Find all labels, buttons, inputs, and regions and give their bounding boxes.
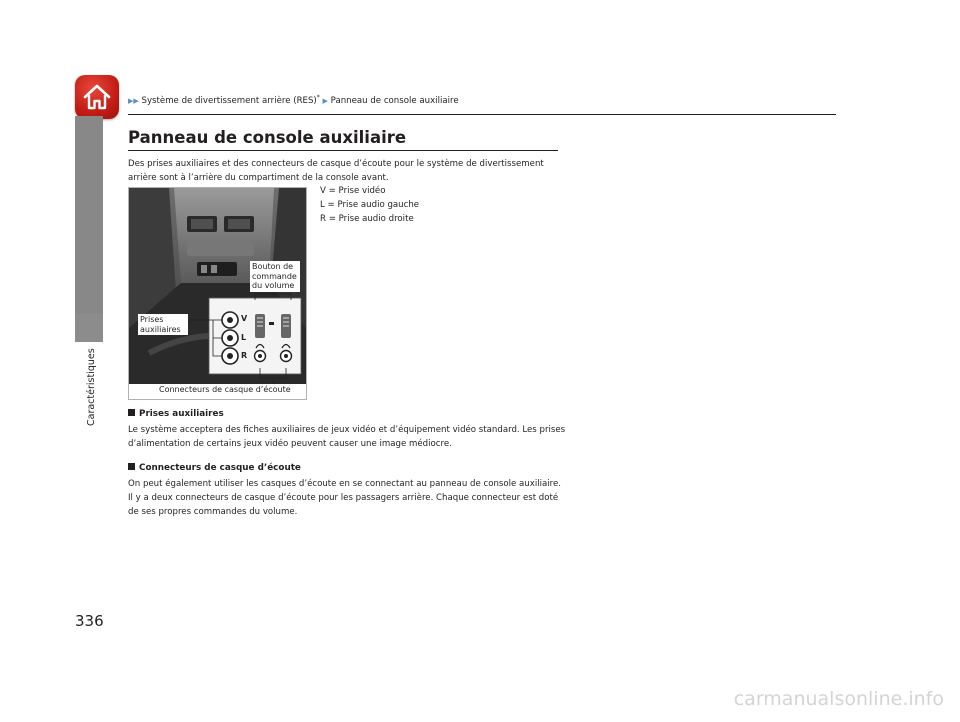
breadcrumb	[128, 94, 459, 106]
subsection-title-headphones: Connecteurs de casque d’écoute	[128, 463, 301, 473]
breadcrumb-arrow-icon: ▶▶	[128, 96, 139, 105]
console-panel-illustration	[128, 187, 307, 400]
breadcrumb-current: Panneau de console auxiliaire	[330, 95, 459, 106]
aux-jacks-callout: Prises auxiliaires	[138, 314, 188, 335]
sidebar-bar	[75, 116, 103, 322]
jack-letter-v: V	[241, 314, 248, 323]
headphone-connectors-callout: Connecteurs de casque d’écoute	[159, 385, 291, 394]
legend-item-l: L = Prise audio gauche	[320, 200, 420, 211]
watermark: carmanualsonline.info	[733, 688, 944, 710]
home-icon	[81, 81, 113, 113]
home-button[interactable]	[75, 75, 119, 119]
breadcrumb-arrow-icon: ▶	[322, 96, 328, 105]
breadcrumb-link-res[interactable]: Système de divertissement arrière (RES)	[141, 95, 317, 106]
sidebar-chapter-label: Caractéristiques	[86, 348, 97, 426]
legend-item-r: R = Prise audio droite	[320, 214, 414, 225]
title-divider	[128, 150, 558, 151]
jack-letter-l: L	[241, 333, 247, 342]
intro-paragraph: Des prises auxiliaires et des connecteurs de casque d’écoute pour le système de divertissement arrière sont à l’arrière du compartiment de la console avant.	[128, 159, 544, 184]
bullet-square-icon	[128, 409, 135, 416]
page-number: 336	[75, 612, 104, 630]
volume-button-callout: Bouton de commande du volume	[250, 261, 300, 292]
page-title: Panneau de console auxiliaire	[128, 128, 407, 147]
jack-letter-r: R	[241, 351, 248, 360]
subsection-body-aux-jacks: Le système acceptera des fiches auxiliaires de jeux vidéo et d’équipement vidéo standard. Les prises d’alimentation de certains jeux vidéo peuvent causer une image médiocre.	[128, 425, 566, 450]
legend-item-v: V = Prise vidéo	[320, 186, 386, 196]
bullet-square-icon	[128, 463, 135, 470]
header-divider	[128, 114, 836, 115]
subsection-body-headphones: On peut également utiliser les casques d’écoute en se connectant au panneau de console auxiliaire. Il y a deux connecteurs de casque d’écoute pour les passagers arrière. Chaque connecteur est doté de ses propres commandes du volume.	[128, 479, 562, 518]
sidebar-chapter-tab[interactable]	[75, 314, 103, 342]
console-photo	[129, 188, 306, 399]
footnote-star: *	[316, 94, 320, 101]
jack-legend	[320, 184, 419, 227]
subsection-title-aux-jacks: Prises auxiliaires	[128, 409, 224, 419]
